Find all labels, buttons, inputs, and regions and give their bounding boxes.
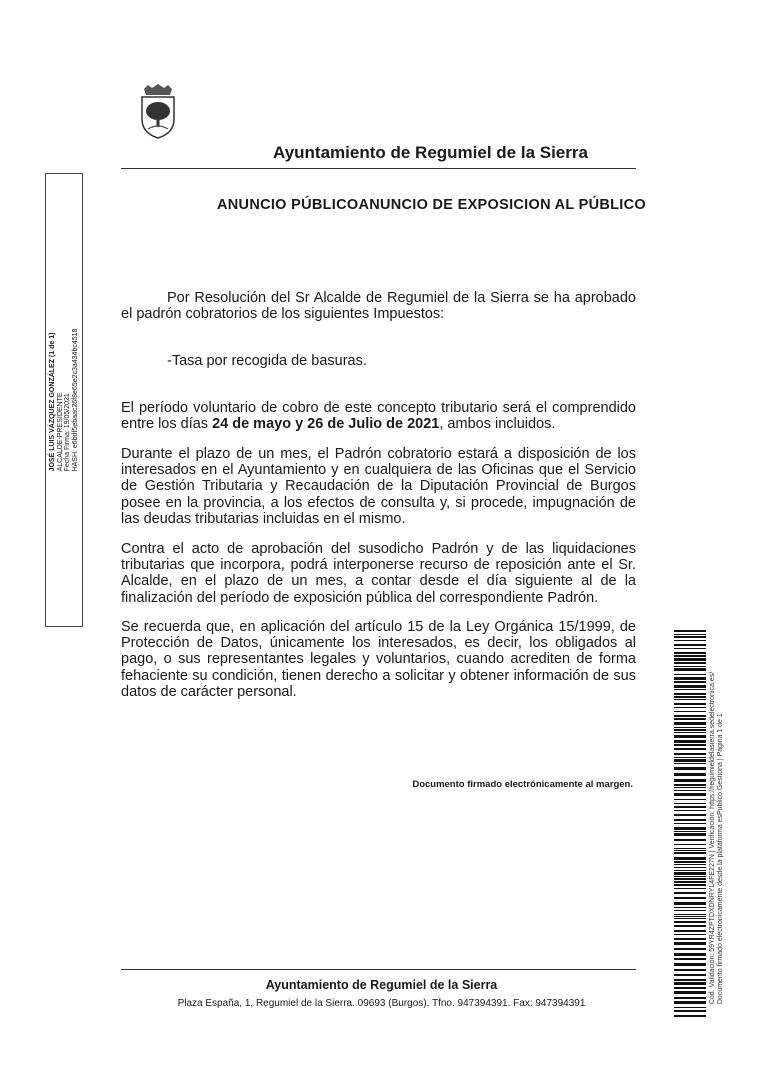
barcode-bar bbox=[674, 938, 706, 940]
appeal-text: Contra el acto de aprobación del susodicho Padrón y de las liquidaciones tributarias que incorpora, podrá interponerse recurso de reposición ante el Sr. Alcalde, en el plazo de un mes, a contar desde el día siguiente al de la finalización del período de exposición pública del correspondiente Padrón. bbox=[121, 541, 636, 606]
verification-platform: Documento firmado electrónicamente desde la plataforma esPublico Gestiona | Página 1 de 1 bbox=[717, 713, 724, 1005]
barcode-bar bbox=[674, 748, 706, 750]
appeal-paragraph bbox=[121, 541, 636, 606]
barcode-bar bbox=[674, 668, 706, 671]
barcode-bar bbox=[674, 693, 706, 695]
barcode-bar bbox=[674, 902, 706, 905]
barcode-bar bbox=[674, 718, 706, 720]
barcode-bar bbox=[674, 634, 706, 635]
barcode-bar bbox=[674, 918, 706, 919]
intro-paragraph bbox=[121, 290, 636, 322]
barcode-bar bbox=[674, 1010, 706, 1012]
verification-text bbox=[709, 672, 725, 1004]
barcode-bar bbox=[674, 753, 706, 755]
barcode-bar bbox=[674, 810, 706, 811]
barcode-bar bbox=[674, 974, 706, 976]
barcode-bar bbox=[674, 699, 706, 700]
barcode-bar bbox=[674, 648, 706, 649]
barcode-bar bbox=[674, 958, 706, 960]
barcode-bar bbox=[674, 872, 706, 875]
barcode-bar bbox=[674, 711, 706, 712]
barcode-bar bbox=[674, 640, 706, 641]
barcode-bar bbox=[674, 839, 706, 841]
barcode-bar bbox=[674, 763, 706, 764]
plazo-paragraph bbox=[121, 446, 636, 527]
tax-item-text: -Tasa por recogida de basuras. bbox=[167, 353, 367, 369]
barcode-bar bbox=[674, 969, 706, 971]
barcode-icon bbox=[674, 630, 706, 1018]
barcode-bar bbox=[674, 852, 706, 854]
barcode-bar bbox=[674, 987, 706, 989]
barcode-bar bbox=[674, 799, 706, 800]
barcode-bar bbox=[674, 790, 706, 791]
footer-municipality: Ayuntamiento de Regumiel de la Sierra bbox=[265, 978, 498, 992]
barcode-bar bbox=[674, 674, 706, 675]
barcode-bar bbox=[674, 722, 706, 725]
barcode-bar bbox=[674, 735, 706, 738]
barcode-bar bbox=[674, 644, 706, 646]
barcode-bar bbox=[674, 740, 706, 743]
barcode-bar bbox=[674, 930, 706, 932]
period-suffix: , ambos incluidos. bbox=[439, 416, 556, 433]
barcode-bar bbox=[674, 729, 706, 731]
barcode-bar bbox=[674, 963, 706, 966]
barcode-bar bbox=[674, 823, 706, 824]
period-prefix: El período voluntario de cobro de este concepto tributario será el comprendido entre los días bbox=[121, 400, 636, 433]
barcode-bar bbox=[674, 864, 706, 865]
barcode-bar bbox=[674, 979, 706, 981]
signature-hash: HASH: e6bdf5ebaac26f8e65e2c3a434bc4518 bbox=[71, 328, 79, 472]
barcode-bar bbox=[674, 888, 706, 889]
barcode-bar bbox=[674, 759, 706, 762]
signature-box bbox=[45, 173, 83, 627]
signature-date: Fecha Firma: 19/05/2021 bbox=[64, 393, 71, 472]
barcode-bar bbox=[674, 744, 706, 746]
barcode-bar bbox=[674, 921, 706, 923]
footer-divider bbox=[121, 969, 636, 970]
barcode-bar bbox=[674, 876, 706, 877]
plazo-text: Durante el plazo de un mes, el Padrón cobratorio estará a disposición de los interesados en el Ayuntamiento y en cualquiera de las Oficinas que el Servicio de Gestión Tributaria y Recaudación de la Diputación Provincial de Burgos posee en la provincia, a los efectos de consulta y, si procede, impugnación de las deudas tributarias incluidas en el mismo. bbox=[121, 446, 636, 527]
data-protection-text: Se recuerda que, en aplicación del artículo 15 de la Ley Orgánica 15/1999, de Protección de Datos, únicamente los interesados, es decir, los obligados al pago, o sus representantes legales y voluntarios, cuando acrediten de forma fehaciente su condición, tienen derecho a solicitar y obtener información de sus datos de carácter personal. bbox=[121, 619, 636, 700]
barcode-bar bbox=[674, 779, 706, 782]
barcode-bar bbox=[674, 844, 706, 845]
barcode-bar bbox=[674, 934, 706, 935]
barcode-bar bbox=[674, 814, 706, 816]
barcode-bar bbox=[674, 767, 706, 770]
data-protection-paragraph bbox=[121, 619, 636, 700]
barcode-bar bbox=[674, 948, 706, 950]
barcode-bar bbox=[674, 953, 706, 956]
barcode-bar bbox=[674, 982, 706, 985]
barcode-bar bbox=[674, 907, 706, 908]
barcode-bar bbox=[674, 732, 706, 733]
barcode-bar bbox=[674, 658, 706, 661]
barcode-bar bbox=[674, 784, 706, 786]
signer-role: ALCALDE-PRESIDENTE bbox=[56, 392, 64, 472]
barcode-bar bbox=[674, 870, 706, 871]
barcode-bar bbox=[674, 787, 706, 788]
barcode-bar bbox=[674, 925, 706, 927]
header-divider bbox=[121, 168, 636, 169]
barcode-bar bbox=[674, 803, 706, 804]
barcode-bar bbox=[674, 867, 706, 868]
barcode-bar bbox=[674, 703, 706, 705]
barcode-bar bbox=[674, 689, 706, 690]
barcode-bar bbox=[674, 662, 706, 664]
barcode-bar bbox=[674, 884, 706, 886]
barcode-bar bbox=[674, 773, 706, 776]
municipality-header: Ayuntamiento de Regumiel de la Sierra bbox=[273, 143, 588, 162]
document-title: ANUNCIO PÚBLICOANUNCIO DE EXPOSICION AL PÚBLICO bbox=[217, 197, 646, 213]
barcode-bar bbox=[674, 861, 706, 863]
barcode-bar bbox=[674, 696, 706, 698]
barcode-bar bbox=[674, 707, 706, 708]
barcode-bar bbox=[674, 655, 706, 657]
signed-note: Documento firmado electrónicamente al margen. bbox=[412, 779, 633, 790]
signature-text bbox=[49, 329, 79, 472]
period-paragraph bbox=[121, 400, 636, 432]
barcode-bar bbox=[674, 991, 706, 994]
barcode-bar bbox=[674, 897, 706, 899]
barcode-bar bbox=[674, 831, 706, 832]
barcode-bar bbox=[674, 914, 706, 915]
signer-name: JOSÉ LUIS VÁZQUEZ GONZÁLEZ (1 de 1) bbox=[49, 332, 56, 472]
barcode-bar bbox=[674, 793, 706, 796]
barcode-bar bbox=[674, 819, 706, 821]
barcode-bar bbox=[674, 910, 706, 911]
barcode-bar bbox=[674, 878, 706, 880]
coat-of-arms-icon bbox=[136, 83, 180, 139]
barcode-bar bbox=[674, 681, 706, 683]
barcode-bar bbox=[674, 1001, 706, 1004]
barcode-bar bbox=[674, 806, 706, 808]
intro-text: Por Resolución del Sr Alcalde de Regumiel de la Sierra se ha aprobado el padrón cobratorios de los siguientes Impuestos: bbox=[121, 290, 636, 323]
barcode-bar bbox=[674, 1007, 706, 1008]
period-dates: 24 de mayo y 26 de Julio de 2021 bbox=[212, 416, 440, 433]
barcode-bar bbox=[674, 652, 706, 654]
barcode-bar bbox=[674, 685, 706, 688]
verification-code: Cód. Validación: 59YR4ZPTDXDNRYL4FE227N | Verificación: https://regumieldelasierra.sedelectronica.es/ bbox=[709, 671, 716, 1005]
barcode-bar bbox=[674, 827, 706, 830]
barcode-bar bbox=[674, 1015, 706, 1017]
barcode-bar bbox=[674, 881, 706, 883]
barcode-bar bbox=[674, 727, 706, 728]
tax-item bbox=[167, 353, 567, 369]
barcode-bar bbox=[674, 942, 706, 945]
footer-address: Plaza España, 1, Regumiel de la Sierra. 09693 (Burgos). Tfno. 947394391. Fax: 947394391 bbox=[177, 998, 586, 1009]
barcode-bar bbox=[674, 677, 706, 680]
barcode-bar bbox=[674, 715, 706, 717]
barcode-bar bbox=[674, 857, 706, 860]
barcode-bar bbox=[674, 636, 706, 638]
barcode-bar bbox=[674, 892, 706, 894]
barcode-bar bbox=[674, 630, 706, 632]
barcode-bar bbox=[674, 850, 706, 851]
barcode-bar bbox=[674, 666, 706, 667]
barcode-bar bbox=[674, 757, 706, 758]
barcode-bar bbox=[674, 833, 706, 836]
barcode-bar bbox=[674, 916, 706, 917]
barcode-bar bbox=[674, 997, 706, 999]
barcode-bar bbox=[674, 848, 706, 849]
